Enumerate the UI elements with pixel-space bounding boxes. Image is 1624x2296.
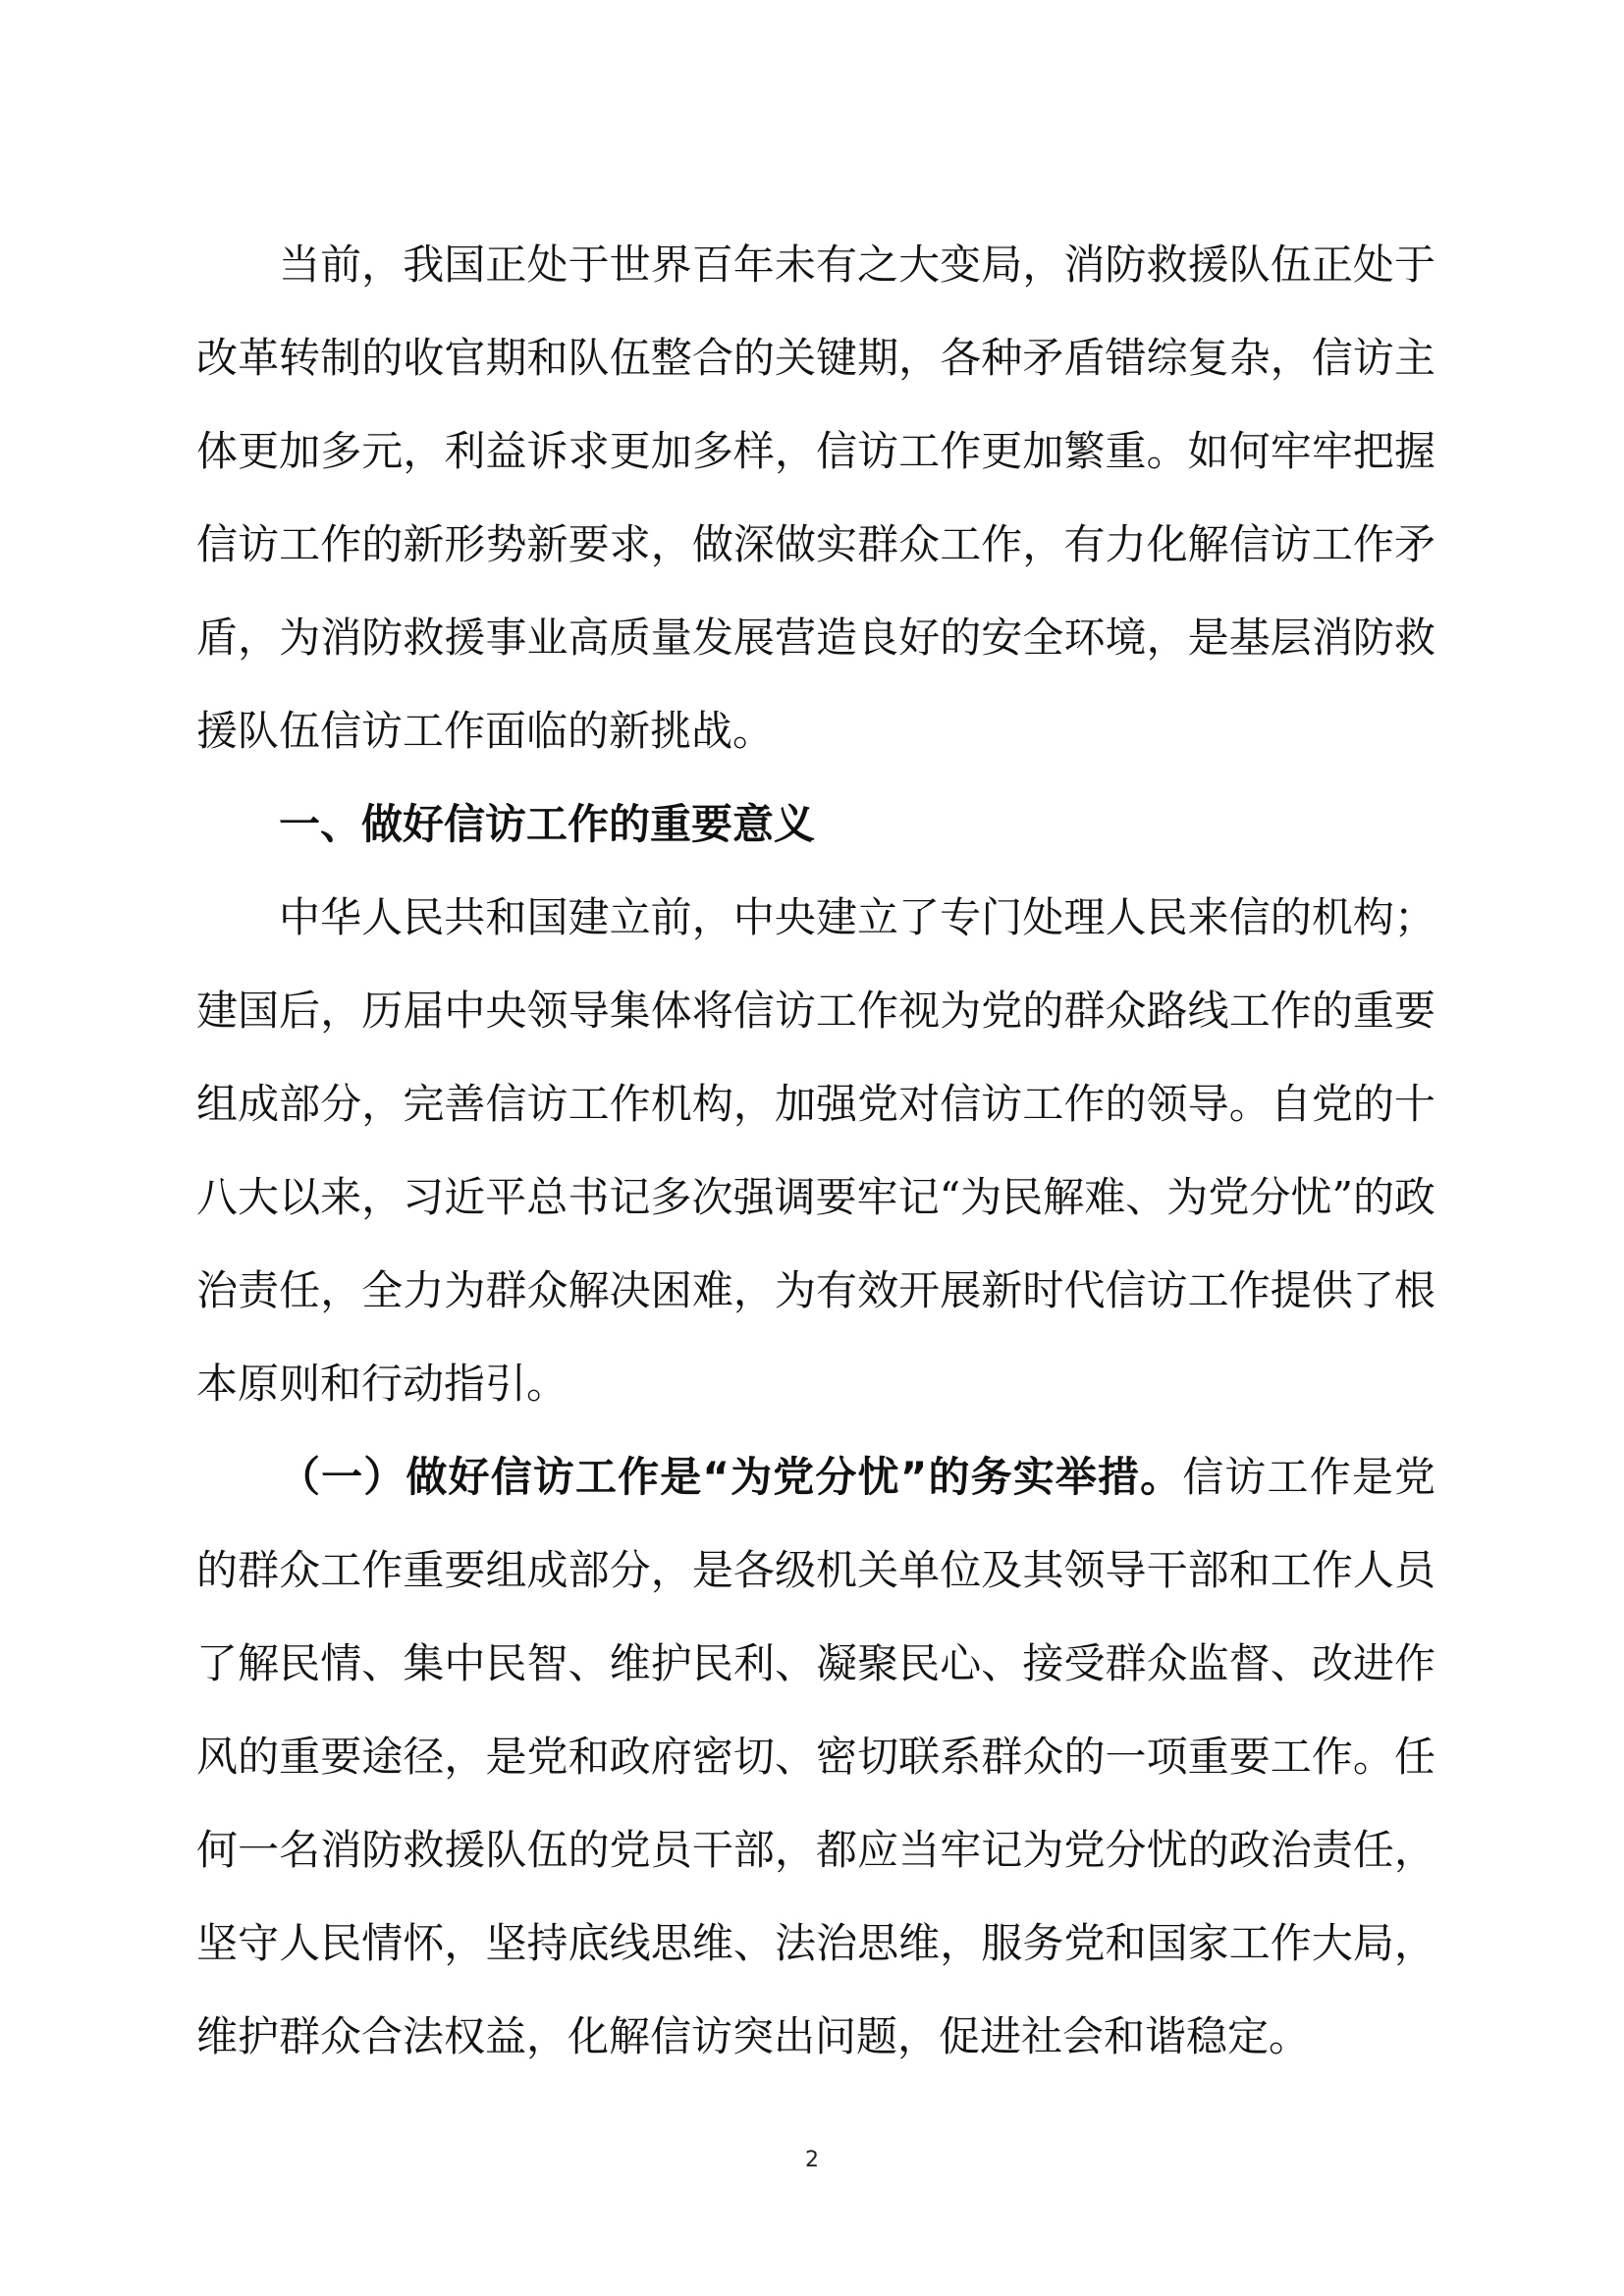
page-number: 2	[805, 2148, 819, 2172]
section-heading: 一、做好信访工作的重要意义	[279, 800, 816, 848]
subsection-body: 信访工作是党的群众工作重要组成部分，是各级机关单位及其领导干部和工作人员了解民情、集中民智、维护民利、凝聚民心、接受群众监督、改进作风的重要途径，是党和政府密切、密切联系群众的一项重要工作。任何一名消防救援队伍的党员干部，都应当牢记为党分忧的政治责任，坚守人民情怀，坚持底线思维、法治思维，服务党和国家工作大局，维护群众合法权益，化解信访突出问题，促进社会和谐稳定。	[196, 1453, 1435, 2060]
paragraph-history: 中华人民共和国建立前，中央建立了专门处理人民来信的机构；建国后，历届中央领导集体将信访工作视为党的群众路线工作的重要组成部分，完善信访工作机构，加强党对信访工作的领导。自党的十八大以来，习近平总书记多次强调要牢记“为民解难、为党分忧”的政治责任，全力为群众解决困难，为有效开展新时代信访工作提供了根本原则和行动指引。	[196, 893, 1435, 1408]
paragraph-subsection-1	[196, 1430, 1435, 2083]
document-body	[196, 218, 1435, 2083]
paragraph-intro: 当前，我国正处于世界百年未有之大变局，消防救援队伍正处于改革转制的收官期和队伍整合的关键期，各种矛盾错综复杂，信访主体更加多元，利益诉求更加多样，信访工作更加繁重。如何牢牢把握信访工作的新形势新要求，做深做实群众工作，有力化解信访工作矛盾，为消防救援事业高质量发展营造良好的安全环境，是基层消防救援队伍信访工作面临的新挑战。	[196, 240, 1435, 755]
subsection-heading: （一）做好信访工作是“为党分忧”的务实举措。	[279, 1453, 1183, 1501]
